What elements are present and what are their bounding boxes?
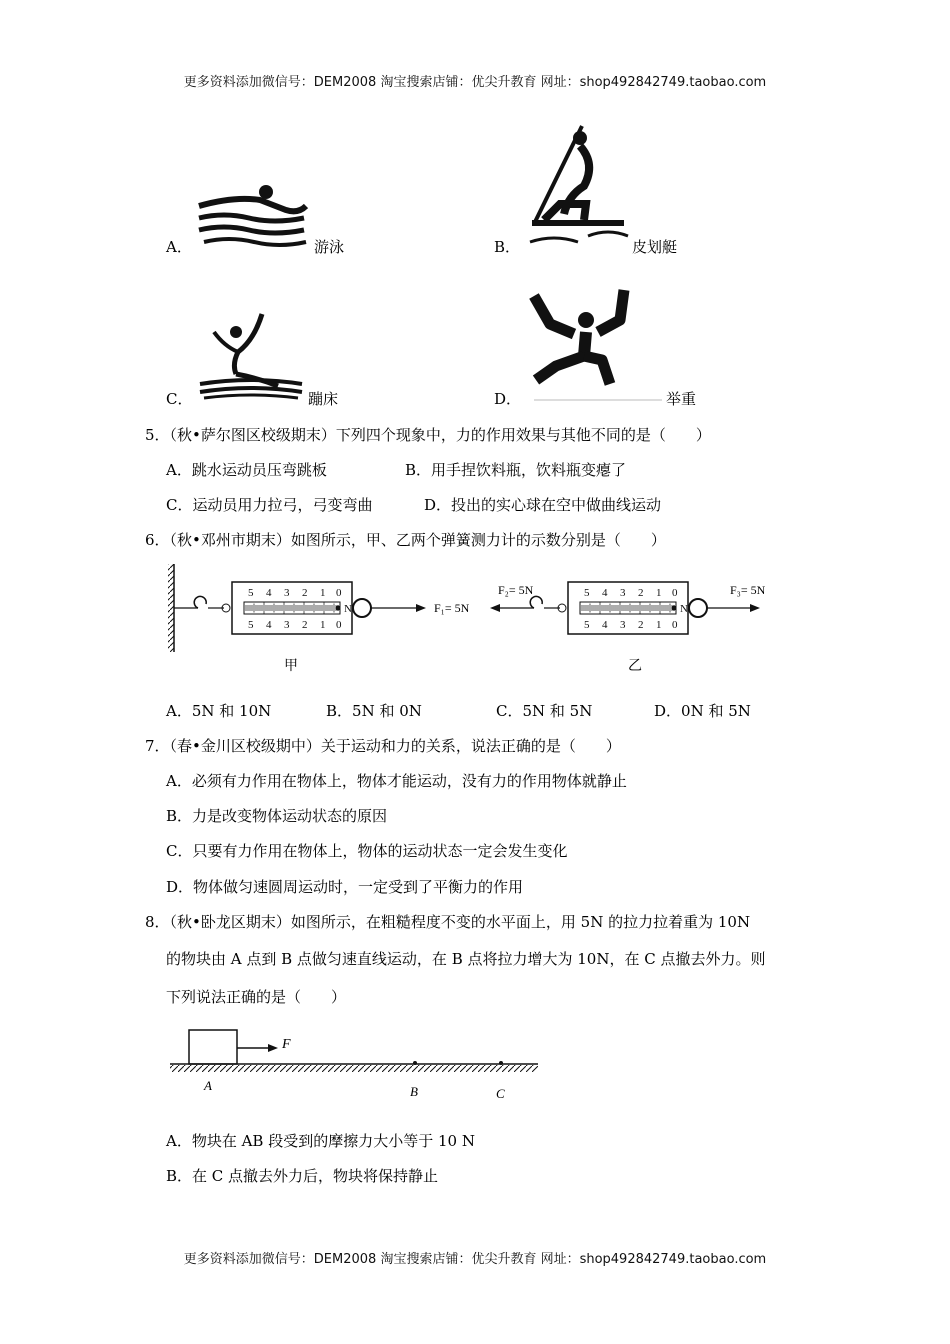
q6-stem: 6．（秋•邓州市期末）如图所示，甲、乙两个弹簧测力计的示数分别是（ ） bbox=[145, 531, 666, 549]
q5-option-d: D．投出的实心球在空中做曲线运动 bbox=[424, 496, 662, 514]
scale-jia-num-5-bot: 5 bbox=[248, 619, 254, 631]
q7-option-b: B．力是改变物体运动状态的原因 bbox=[166, 807, 388, 825]
page-footer: 更多资料添加微信号：DEM2008 淘宝搜索店铺：优尖升教育 网址：shop492842749.taobao.com bbox=[183, 1252, 767, 1267]
block-friction-figure bbox=[166, 1024, 546, 1106]
arrow-f2 bbox=[490, 604, 500, 612]
option-d-label: 举重 bbox=[666, 390, 697, 408]
scale-jia-unit: N bbox=[344, 603, 352, 615]
scale-jia-num-2-bot: 2 bbox=[302, 619, 308, 631]
force-arrow bbox=[268, 1044, 278, 1052]
scale-jia-num-0-bot: 0 bbox=[336, 619, 342, 631]
q5-stem: 5．（秋•萨尔图区校级期末）下列四个现象中，力的作用效果与其他不同的是（ ） bbox=[145, 426, 711, 444]
q5-option-c: C．运动员用力拉弓，弓变弯曲 bbox=[166, 496, 373, 514]
q5-option-a: A．跳水运动员压弯跳板 bbox=[166, 461, 327, 479]
trampoline-pictogram bbox=[196, 312, 306, 402]
swimming-pictogram bbox=[194, 182, 314, 252]
scale-yi-num-0-bot: 0 bbox=[672, 619, 678, 631]
option-a-label: 游泳 bbox=[314, 238, 345, 256]
scale-jia-num-3-top: 3 bbox=[284, 587, 290, 599]
arrow-f3 bbox=[750, 604, 760, 612]
hook-right bbox=[530, 596, 542, 608]
q7-stem: 7．（春•金川区校级期中）关于运动和力的关系，说法正确的是（ ） bbox=[145, 737, 621, 755]
q8-stem-line3: 下列说法正确的是（ ） bbox=[166, 988, 347, 1006]
scale-yi-num-1-bot: 1 bbox=[656, 619, 662, 631]
hook-left bbox=[194, 596, 206, 608]
q5-option-b: B．用手捏饮料瓶，饮料瓶变瘪了 bbox=[405, 461, 627, 479]
label-yi: 乙 bbox=[628, 659, 642, 674]
scale-yi-num-4-bot: 4 bbox=[602, 619, 608, 631]
force-f2-label: F₂= 5N bbox=[498, 583, 534, 597]
scale-yi-unit: N bbox=[680, 603, 688, 615]
scale-jia-num-1-bot: 1 bbox=[320, 619, 326, 631]
option-d-letter: D． bbox=[494, 390, 522, 408]
spring-scale-figure bbox=[164, 562, 784, 678]
q8-option-a: A．物块在 AB 段受到的摩擦力大小等于 10 N bbox=[166, 1132, 475, 1150]
page-header: 更多资料添加微信号：DEM2008 淘宝搜索店铺：优尖升教育 网址：shop492842749.taobao.com bbox=[183, 75, 767, 90]
point-c-dot bbox=[499, 1061, 503, 1065]
block bbox=[189, 1030, 237, 1064]
scale-yi-num-2-bot: 2 bbox=[638, 619, 644, 631]
force-f3-label: F₃= 5N bbox=[730, 583, 766, 597]
scale-yi-num-5-top: 5 bbox=[584, 587, 590, 599]
q6-option-c: C．5N 和 5N bbox=[496, 702, 593, 720]
scale-yi-num-2-top: 2 bbox=[638, 587, 644, 599]
scale-jia-num-0-top: 0 bbox=[336, 587, 342, 599]
wall bbox=[168, 564, 174, 652]
scale-yi-num-0-top: 0 bbox=[672, 587, 678, 599]
scale-yi-num-3-top: 3 bbox=[620, 587, 626, 599]
q6-option-b: B．5N 和 0N bbox=[326, 702, 422, 720]
q7-option-a: A．必须有力作用在物体上，物体才能运动，没有力的作用物体就静止 bbox=[166, 772, 627, 790]
scale-jia-num-4-bot: 4 bbox=[266, 619, 272, 631]
weightlifting-pictogram bbox=[528, 286, 668, 402]
arrow-f1 bbox=[416, 604, 426, 612]
point-c-label: C bbox=[496, 1086, 505, 1101]
scale-jia-num-4-top: 4 bbox=[266, 587, 272, 599]
canoe-pictogram bbox=[524, 124, 632, 250]
option-c-label: 蹦床 bbox=[308, 390, 339, 408]
option-b-label: 皮划艇 bbox=[632, 238, 678, 256]
ring-yi bbox=[689, 599, 707, 617]
scale-jia-num-1-top: 1 bbox=[320, 587, 326, 599]
option-a-letter: A． bbox=[166, 238, 192, 256]
scale-jia-num-5-top: 5 bbox=[248, 587, 254, 599]
q7-option-d: D．物体做匀速圆周运动时，一定受到了平衡力的作用 bbox=[166, 878, 524, 896]
scale-yi-num-3-bot: 3 bbox=[620, 619, 626, 631]
scale-yi-num-4-top: 4 bbox=[602, 587, 608, 599]
label-jia: 甲 bbox=[284, 659, 298, 674]
point-b-label: B bbox=[410, 1084, 418, 1099]
q7-option-c: C．只要有力作用在物体上，物体的运动状态一定会发生变化 bbox=[166, 842, 568, 860]
force-label: F bbox=[282, 1037, 291, 1052]
scale-jia-num-2-top: 2 bbox=[302, 587, 308, 599]
q6-option-a: A．5N 和 10N bbox=[166, 702, 272, 720]
point-a-label: A bbox=[204, 1078, 212, 1093]
ground-hatch bbox=[170, 1065, 538, 1072]
option-c-letter: C． bbox=[166, 390, 193, 408]
q8-stem-line1: 8．（秋•卧龙区期末）如图所示，在粗糙程度不变的水平面上，用 5N 的拉力拉着重为 10N bbox=[145, 913, 751, 931]
q8-stem-line2: 的物块由 A 点到 B 点做匀速直线运动，在 B 点将拉力增大为 10N，在 C 点撤去外力。则 bbox=[166, 950, 766, 968]
ring-jia bbox=[353, 599, 371, 617]
point-b-dot bbox=[413, 1061, 417, 1065]
force-f1-label: F₁= 5N bbox=[434, 601, 470, 615]
scale-yi-num-1-top: 1 bbox=[656, 587, 662, 599]
scale-yi-num-5-bot: 5 bbox=[584, 619, 590, 631]
option-b-letter: B． bbox=[494, 238, 521, 256]
q8-option-b: B．在 C 点撤去外力后，物块将保持静止 bbox=[166, 1167, 439, 1185]
q6-option-d: D．0N 和 5N bbox=[654, 702, 751, 720]
scale-jia-num-3-bot: 3 bbox=[284, 619, 290, 631]
